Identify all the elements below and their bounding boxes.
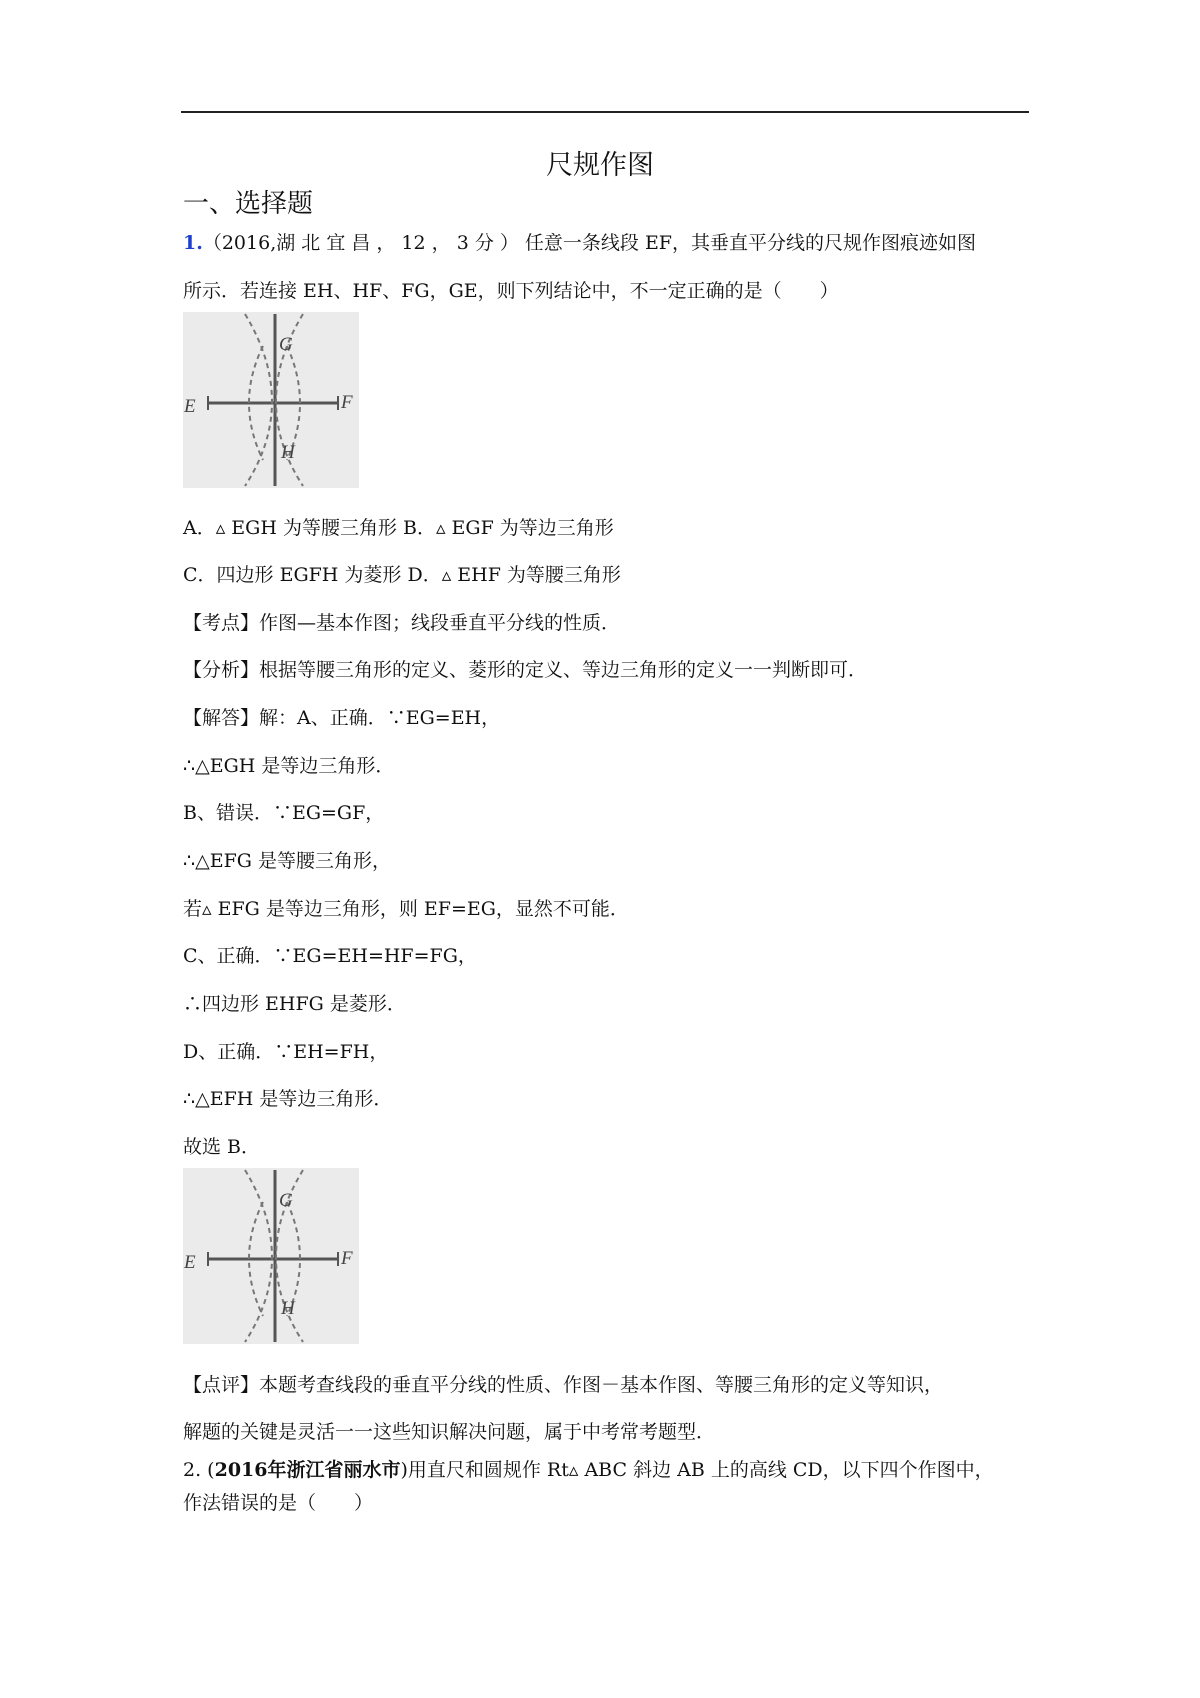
q1-number: 1. — [183, 232, 203, 254]
q1-stem-line2: 所示．若连接 EH、HF、FG，GE，则下列结论中，不一定正确的是（ ） — [183, 280, 839, 302]
q2-stem-line2: 作法错误的是（ ） — [183, 1492, 374, 1514]
q1-jieda-line: 【解答】解：A、正确．∵EG=EH， — [183, 707, 501, 729]
q1-jieda-line: B、错误．∵EG=GF， — [183, 802, 385, 824]
q1-stem-text: （2016,湖 北 宜 昌 ， 12 ， 3 分 ） 任意一条线段 EF，其垂直平分线的尺规作图痕迹如图 — [202, 232, 976, 254]
section-heading: 一、选择题 — [183, 189, 314, 219]
label-g: G — [279, 334, 293, 355]
q1-stem-line1 — [183, 231, 976, 255]
q1-jieda-line: 若▵ EFG 是等边三角形，则 EF=EG，显然不可能． — [183, 898, 629, 920]
q1-options-line1: A．▵ EGH 为等腰三角形 B．▵ EGF 为等边三角形 — [183, 517, 614, 539]
q1-jieda-line: ∴△EFH 是等边三角形． — [183, 1088, 393, 1110]
q2-stem-line1 — [183, 1458, 994, 1482]
q1-jieda-line: ∴△EGH 是等边三角形． — [183, 755, 395, 777]
q1-jieda-line: C、正确．∵EG=EH=HF=FG， — [183, 945, 477, 967]
q1-figure — [183, 312, 359, 488]
q1-dianping-line1: 【点评】本题考查线段的垂直平分线的性质、作图－基本作图、等腰三角形的定义等知识， — [183, 1374, 944, 1396]
label-h: H — [281, 442, 295, 463]
label-f: F — [341, 1248, 353, 1269]
q1-jieda-line: 故选 B． — [183, 1136, 261, 1158]
q1-fenxi: 【分析】根据等腰三角形的定义、菱形的定义、等边三角形的定义一一判断即可． — [183, 659, 868, 681]
q1-kaodian: 【考点】作图—基本作图；线段垂直平分线的性质． — [183, 612, 621, 634]
q1-dianping-line2: 解题的关键是灵活一一这些知识解决问题，属于中考常考题型． — [183, 1421, 716, 1443]
label-g: G — [279, 1190, 293, 1211]
label-h: H — [281, 1298, 295, 1319]
q2-stem-text: )用直尺和圆规作 Rt▵ ABC 斜边 AB 上的高线 CD，以下四个作图中， — [400, 1459, 994, 1481]
q1-jieda-line: D、正确．∵EH=FH， — [183, 1041, 389, 1063]
header-rule — [181, 111, 1029, 113]
page-title: 尺规作图 — [546, 150, 654, 181]
q1-figure-repeat — [183, 1168, 359, 1344]
segment-ef — [208, 396, 338, 410]
label-e: E — [184, 396, 196, 417]
q2-prefix: 2. ( — [183, 1459, 215, 1481]
label-f: F — [341, 392, 353, 413]
segment-ef — [208, 1252, 338, 1266]
q1-options-line2: C．四边形 EGFH 为菱形 D．▵ EHF 为等腰三角形 — [183, 564, 621, 586]
q1-jieda-line: ∴△EFG 是等腰三角形， — [183, 850, 391, 872]
q1-jieda-line: ∴四边形 EHFG 是菱形． — [183, 993, 406, 1015]
label-e: E — [184, 1252, 196, 1273]
q2-source: 2016年浙江省丽水市 — [214, 1459, 401, 1481]
